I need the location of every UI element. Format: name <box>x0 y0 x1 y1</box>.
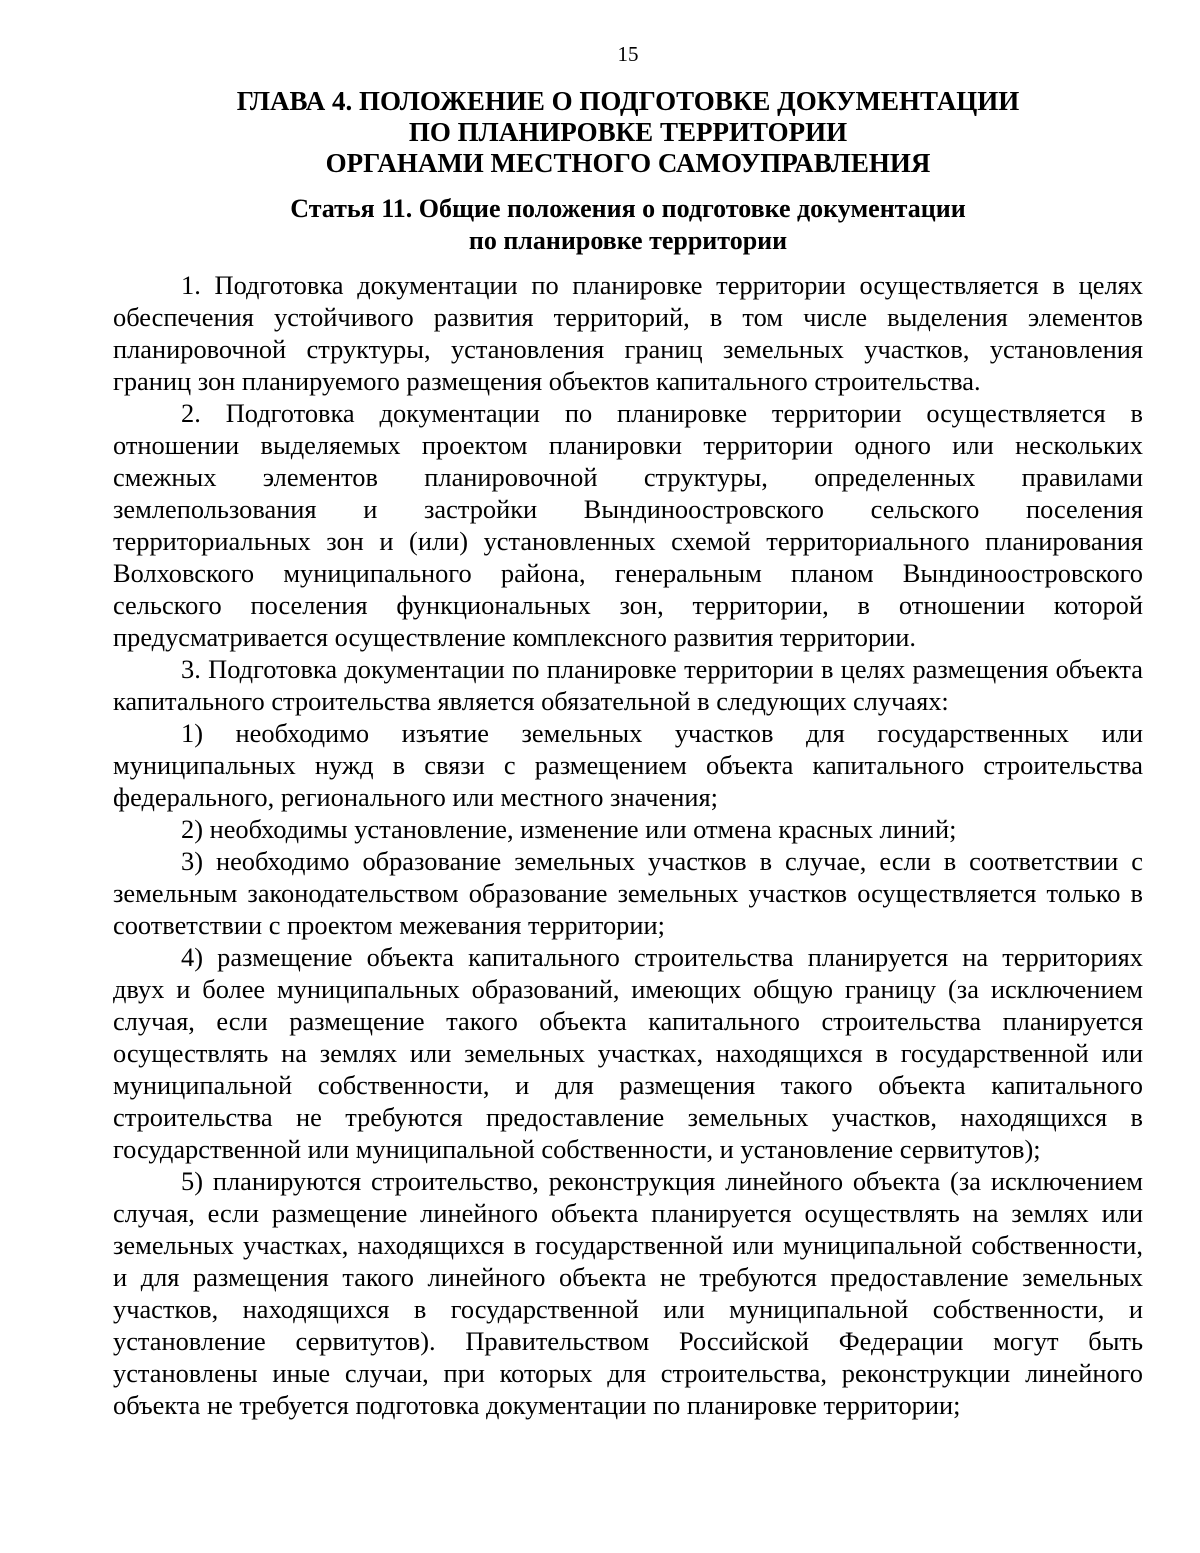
article-title-line: по планировке территории <box>468 226 788 255</box>
page-number: 15 <box>617 42 639 66</box>
paragraph-2: 2. Подготовка документации по планировке территории осуществляется в отношении выделяемых проектом планировки территории одного или нескольких смежных элементов планировочной структуры, определенных правилами землепользования и застройки Вындиноостровского сельского поселения территориальных зон и (или) установленных схемой территориального планирования Волховского муниципального района, генеральным планом Вындиноостровского сельского поселения функциональных зон, территории, в отношении которой предусматривается осуществление комплексного развития территории. <box>113 398 1143 652</box>
list-item-2: 2) необходимы установление, изменение или отмена красных линий; <box>181 814 957 844</box>
document-page <box>113 40 1143 1421</box>
article-title-line: Статья 11. Общие положения о подготовке документации <box>290 194 966 223</box>
paragraph-1: 1. Подготовка документации по планировке территории осуществляется в целях обеспечения устойчивого развития территорий, в том числе выделения элементов планировочной структуры, установления границ земельных участков, установления границ зон планируемого размещения объектов капитального строительства. <box>113 270 1143 396</box>
list-item-1: 1) необходимо изъятие земельных участков для государственных или муниципальных нужд в связи с размещением объекта капитального строительства федерального, регионального или местного значения; <box>113 718 1143 812</box>
chapter-title-line: ПО ПЛАНИРОВКЕ ТЕРРИТОРИИ <box>408 117 848 147</box>
list-item-4: 4) размещение объекта капитального строительства планируется на территориях двух и более муниципальных образований, имеющих общую границу (за исключением случая, если размещение такого объекта капитального строительства планируется осуществлять на землях или земельных участках, находящихся в государственной или муниципальной собственности, и для размещения такого объекта капитального строительства не требуются предоставление земельных участков, находящихся в государственной или муниципальной собственности, и установление сервитутов); <box>113 942 1143 1164</box>
paragraph-3: 3. Подготовка документации по планировке территории в целях размещения объекта капитального строительства является обязательной в следующих случаях: <box>113 654 1143 716</box>
list-item-3: 3) необходимо образование земельных участков в случае, если в соответствии с земельным законодательством образование земельных участков осуществляется только в соответствии с проектом межевания территории; <box>113 846 1143 940</box>
chapter-title-line: ОРГАНАМИ МЕСТНОГО САМОУПРАВЛЕНИЯ <box>325 148 931 178</box>
list-item-5: 5) планируются строительство, реконструкция линейного объекта (за исключением случая, если размещение линейного объекта планируется осуществлять на землях или земельных участках, находящихся в государственной или муниципальной собственности, и для размещения такого линейного объекта не требуются предоставление земельных участков, находящихся в государственной или муниципальной собственности, и установление сервитутов). Правительством Российской Федерации могут быть установлены иные случаи, при которых для строительства, реконструкции линейного объекта не требуется подготовка документации по планировке территории; <box>113 1166 1143 1420</box>
chapter-title <box>113 86 1143 179</box>
chapter-title-line: ГЛАВА 4. ПОЛОЖЕНИЕ О ПОДГОТОВКЕ ДОКУМЕНТАЦИИ <box>236 86 1020 116</box>
article-title <box>113 193 1143 257</box>
